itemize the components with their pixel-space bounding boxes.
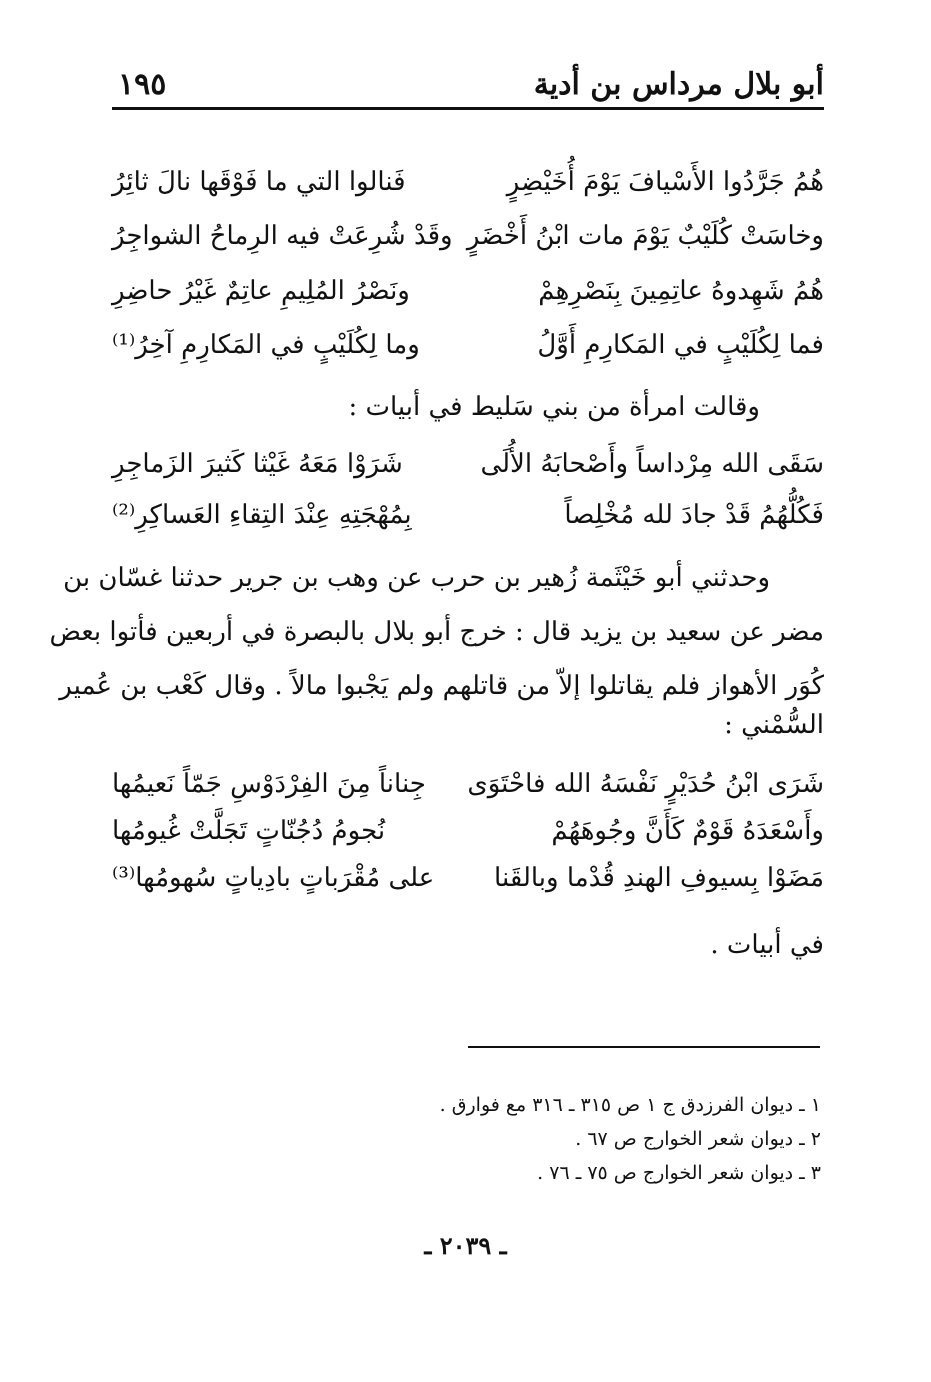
poem1-verse-3 (112, 265, 824, 317)
verse-second-half: وما لِكُلَيْبٍ في المَكارِمِ آخِرُ⁽¹⁾ (112, 330, 420, 360)
poem1-verse-2 (112, 210, 824, 262)
poem3-verse-1 (112, 758, 824, 810)
verse-first-half: فَكُلُّهُمُ قَدْ جادَ لله مُخْلِصاً (564, 500, 824, 530)
poem2-verse-1 (112, 438, 824, 490)
poem1-verse-1 (112, 156, 824, 208)
prose-text: وحدثني أبو خَيْثَمة زُهير بن حرب عن وهب بن جرير حدثنا غسّان بن (63, 563, 770, 593)
prose-line-3: كُوَر الأهواز فلم يقاتلوا إلاّ من قاتلهم ولم يَجْبوا مالاً . وقال كَعْب بن عُمير (59, 671, 824, 701)
folio-number: ـ ٢٠٣٩ ـ (424, 1231, 507, 1260)
footnote-rule (468, 1046, 820, 1048)
poem3-verse-2 (112, 805, 824, 857)
verse-second-half: نُجومُ دُجُنّاتٍ تَجَلَّتْ غُيومُها (112, 816, 386, 846)
verse-second-half: بِمُهْجَتِهِ عِنْدَ التِقاءِ العَساكِرِ⁽²⁾ (112, 500, 412, 530)
verse-first-half: سَقَى الله مِرْداساً وأَصْحابَهُ الأُلَى (480, 449, 824, 479)
prose-line-1 (63, 551, 824, 605)
poem3-verse-3 (112, 852, 824, 904)
poem2-verse-2 (112, 489, 824, 541)
header-rule (112, 107, 824, 110)
poem1-verse-4 (112, 319, 824, 371)
running-title: أبو بلال مرداس بن أدية (533, 67, 824, 102)
verse-first-half: شَرَى ابْنُ حُدَيْرٍ نَفْسَهُ الله فاحْتَوَى (467, 769, 824, 799)
verse-second-half: فَنالوا التي ما فَوْقَها نالَ ثائِرُ (112, 167, 406, 197)
intro-line (112, 380, 824, 434)
verse-first-half: فما لِكُلَيْبٍ في المَكارِمِ أَوَّلُ (537, 330, 824, 360)
prose-line-4: السُّمْني : (724, 710, 824, 740)
verse-first-half: مَضَوْا بِسيوفِ الهندِ قُدْما وبالقَنا (494, 863, 824, 893)
verse-first-half: وأَسْعَدَهُ قَوْمٌ كَأَنَّ وجُوهَهُمْ (551, 816, 824, 846)
verse-first-half: هُمُ شَهِدوهُ عاتِمِينَ بِنَصْرِهِمْ (538, 276, 824, 306)
verse-second-half: وقَدْ شُرِعَتْ فيه الرِماحُ الشواجِرُ (112, 221, 453, 251)
footnote-2: ٢ ـ ديوان شعر الخوارج ص ٦٧ . (575, 1128, 821, 1150)
prose-line-2: مضر عن سعيد بن يزيد قال : خرج أبو بلال بالبصرة في أربعين فأتوا بعض (49, 617, 824, 647)
page-number: ١٩٥ (118, 67, 167, 102)
verse-first-half: وخاسَتْ كُلَيْبٌ يَوْمَ مات ابْنُ أَخْضَرٍ (466, 221, 824, 251)
page-header (112, 62, 824, 108)
verse-first-half: هُمُ جَرَّدُوا الأَسْيافَ يَوْمَ أُخَيْضِرٍ (506, 167, 824, 197)
verse-second-half: ونَصْرُ المُلِيمِ عاتِمٌ غَيْرُ حاضِرِ (112, 276, 410, 306)
intro-text: وقالت امرأة من بني سَليط في أبيات : (348, 392, 760, 422)
footnote-1: ١ ـ ديوان الفرزدق ج ١ ص ٣١٥ ـ ٣١٦ مع فوارق . (439, 1094, 821, 1116)
closing-line: في أبيات . (710, 930, 824, 960)
verse-second-half: شَرَوْا مَعَهُ غَيْثا كَثيرَ الزَماجِرِ (112, 449, 403, 479)
verse-second-half: جِناناً مِنَ الفِرْدَوْسِ جَمّاً نَعيمُها (112, 769, 426, 799)
verse-second-half: على مُقْرَباتٍ بادِياتٍ سُهومُها⁽³⁾ (112, 863, 435, 893)
footnote-3: ٣ ـ ديوان شعر الخوارج ص ٧٥ ـ ٧٦ . (537, 1162, 821, 1184)
